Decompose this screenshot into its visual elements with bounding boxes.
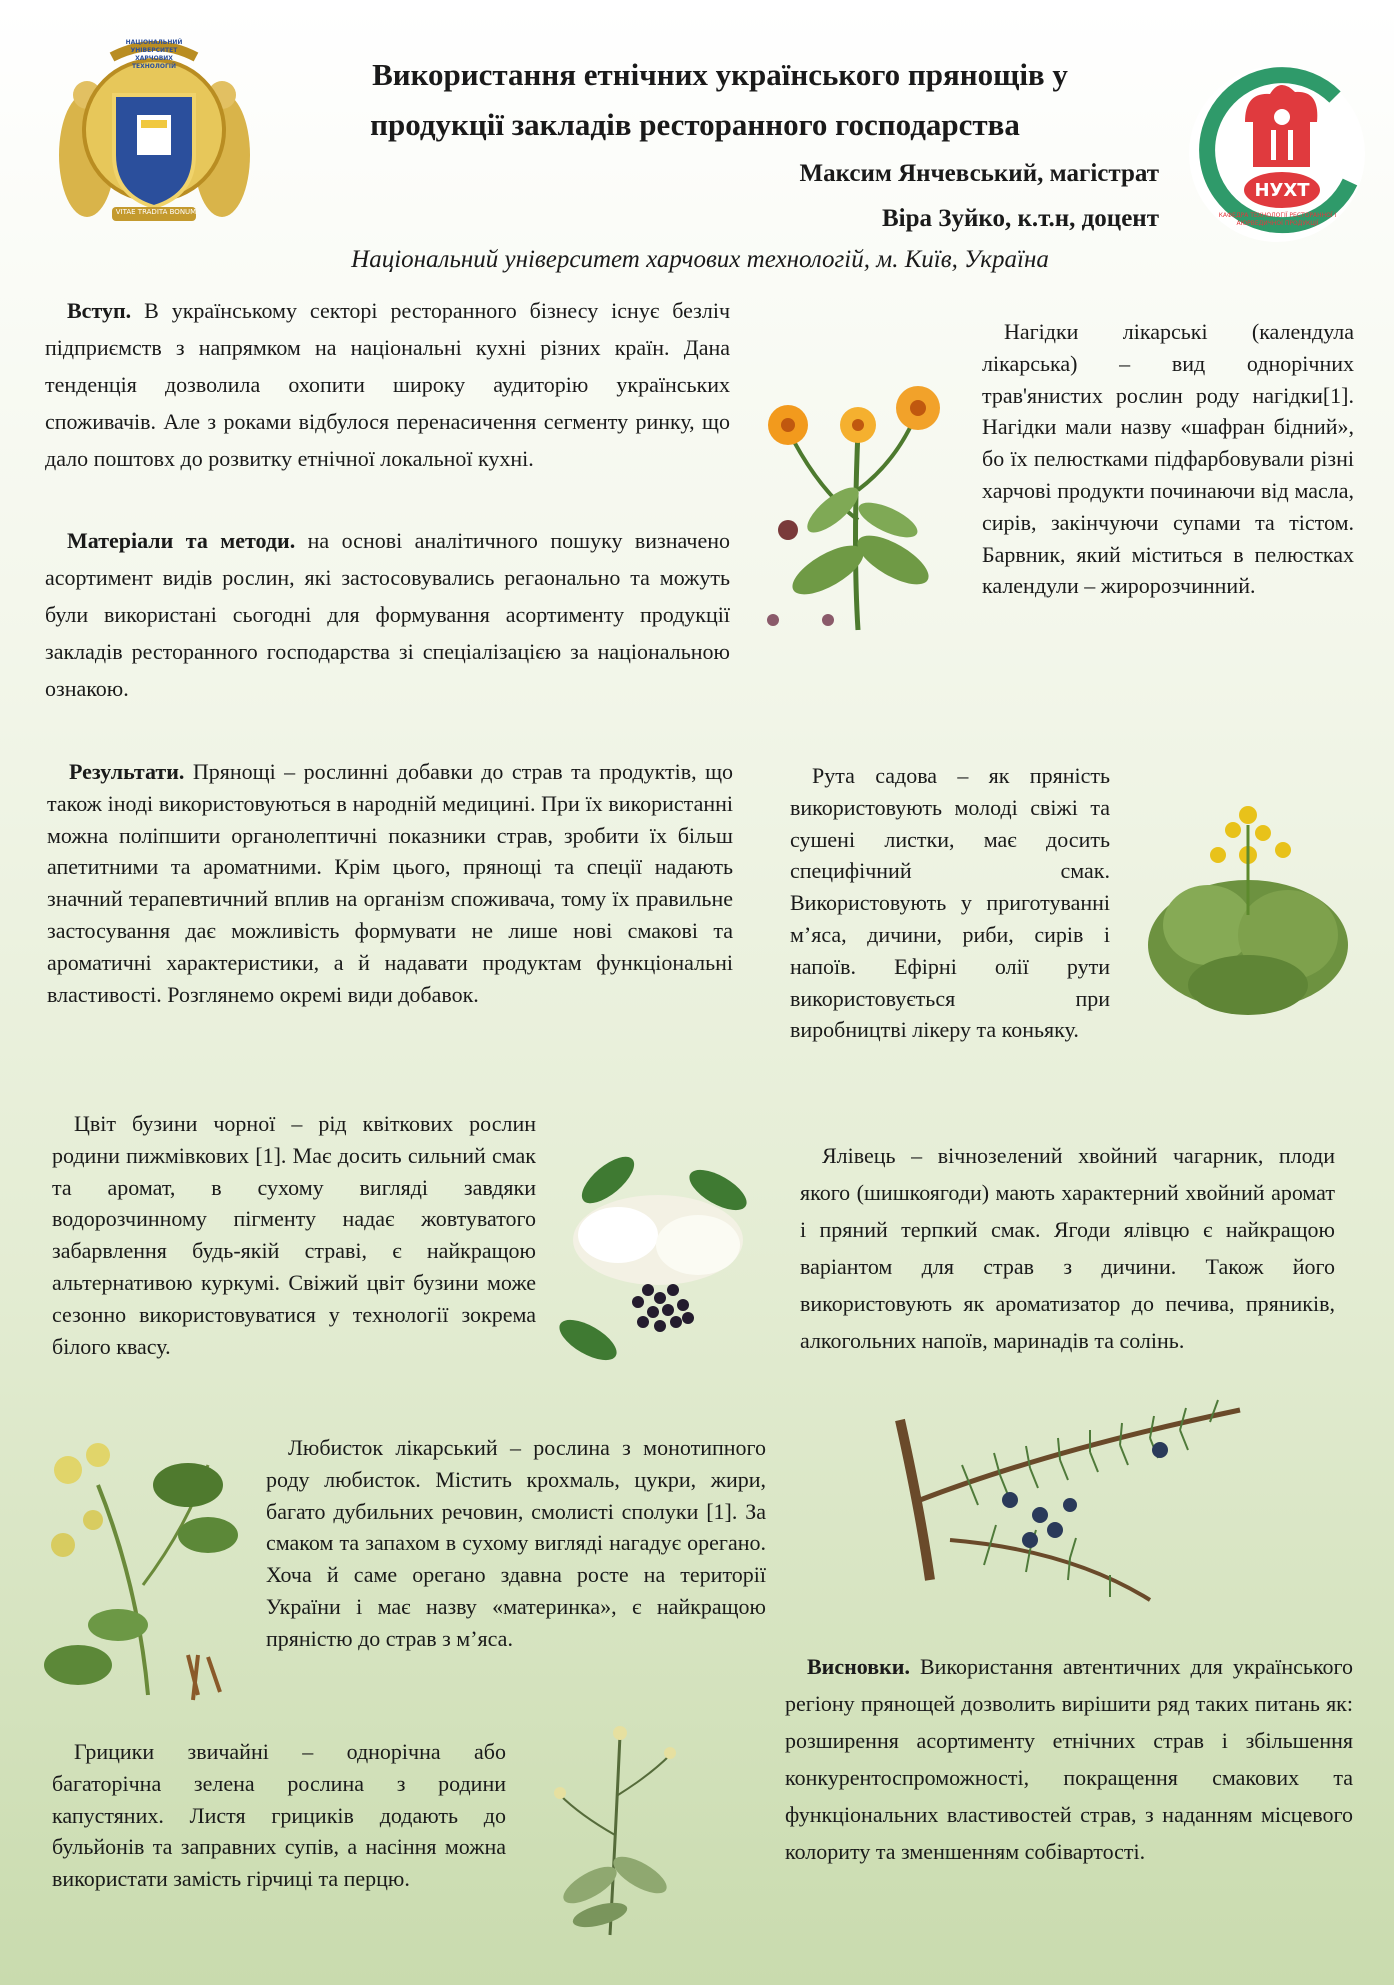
- conclusions-text: Використання автентичних для українського регіону прянощей дозволить вирішити ряд таких питань як: розширення асортименту етнічних страв і збільшення конкурентоспроможності, покращення смакових та функціональних властивостей страв, з наданням місцевого колориту та зменшенням собівартості.: [785, 1654, 1353, 1864]
- intro-section: [45, 292, 730, 477]
- methods-heading: Матеріали та методи.: [67, 528, 296, 553]
- rue-illustration: [1138, 795, 1358, 1025]
- juniper-text: Ялівець – вічнозелений хвойний чагарник, плоди якого (шишкоягоди) мають характерний хвойний аромат і пряний терпкий смак. Ягоди ялівцю є найкращою варіантом для страв з дичини. Також його використовують як ароматизатор до печива, пряників, алкогольних напоїв, маринадів та солінь.: [800, 1143, 1335, 1353]
- barbarea-illustration: [530, 1715, 705, 1945]
- conclusions-heading: Висновки.: [807, 1654, 910, 1679]
- poster-title: [290, 50, 1150, 150]
- calendula-plant-icon: [758, 370, 958, 640]
- calendula-illustration: [758, 370, 958, 640]
- author-1: Максим Янчевський, магістрат: [799, 160, 1159, 187]
- title-line-1: Використання етнічних українського прянощів у: [372, 57, 1068, 92]
- elder-illustration: [548, 1140, 768, 1380]
- calendula-text: Нагідки лікарські (календула лікарська) – вид однорічних трав'янистих рослин роду нагідки[1]. Нагідки мали назву «шафран бідний», бо їх пелюстками підфарбовували різні харчові продукти починаючи від масла, сирів, закінчуючи супами та тістом. Барвник, який міститься в пелюстках календули – жиророзчинний.: [982, 319, 1354, 599]
- rue-text: Рута садова – як пряність використовують молоді свіжі та сушені листки, має досить специфічний смак. Використовують у приготуванні м’яса, дичини, риби, сирів і напоїв. Ефірні олії рути використовується при виробництві лікеру та коньяку.: [790, 763, 1110, 1043]
- results-section: [47, 756, 733, 1010]
- results-text: Прянощі – рослинні добавки до страв та продуктів, що також іноді використовуються в народній медицині. При їх використанні можна поліпшити органолептичні показники страв, зробити їх більш апетитними та ароматними. Крім цього, прянощі та спеції надають значний терапевтичний вплив на організм споживача, тому їх правильне застосування дає можливість формувати не лише нові смакові та ароматичні характеристики, а й надавати продуктам функціональні властивості. Розглянемо окремі види добавок.: [47, 759, 734, 1007]
- intro-text: В українському секторі ресторанного бізнесу існує безліч підприємств з напрямком на національні кухні різних країн. Дана тенденція дозволила охопити широку аудиторію українських споживачів. Але з роками відбулося перенасичення сегменту ринку, що дало поштовх до розвитку етнічної локальної кухні.: [45, 298, 731, 471]
- elder-plant-icon: [548, 1140, 768, 1380]
- barbarea-plant-icon: [530, 1715, 705, 1945]
- nuht-abbr: НУХТ: [1254, 180, 1310, 201]
- author-2: Віра Зуйко, к.т.н, доцент: [882, 205, 1159, 232]
- juniper-illustration: [890, 1390, 1290, 1620]
- lovage-text: Любисток лікарський – рослина з монотипного роду любисток. Містить крохмаль, цукри, жири, багато дубильних речовин, смолисті сполуки [1]. За смаком та запахом в сухому вигляді нагадує орегано. Хоча й саме орегано здавна росте на території України і має назву «материнка», є найкращою прянiстю до страв з м’яса.: [266, 1435, 766, 1651]
- intro-heading: Вступ.: [67, 298, 132, 323]
- results-heading: Результати.: [69, 759, 185, 784]
- crest-ring-text: НАЦІОНАЛЬНИЙ УНІВЕРСИТЕТ ХАРЧОВИХ ТЕХНОЛОГІЙ: [125, 39, 183, 70]
- lovage-illustration: [38, 1425, 243, 1705]
- methods-text: на основі аналітичного пошуку визначено асортимент видів рослин, які застосовувались регаонально та можуть були використані сьогодні для формування асортименту продукції закладів ресторанного господарства зі спеціалізацією за національною ознакою.: [45, 528, 731, 701]
- juniper-branch-icon: [890, 1390, 1290, 1620]
- conclusions-section: [785, 1648, 1353, 1870]
- elder-text: Цвіт бузини чорної – рід квіткових рослин родини пижмівкових [1]. Має досить сильний смак та аромат, в сухому вигляді завдяки водорозчинному пігменту надає жовтуватого забарвлення будь-якій страві, є найкращою альтернативою куркумі. Свіжий цвіт бузини може сезонно використовуватися у технології зокрема білого квасу.: [52, 1111, 536, 1359]
- affiliation: Національний університет харчових технологій, м. Київ, Україна: [351, 246, 1049, 273]
- left-university-logo: [42, 35, 267, 235]
- right-department-logo: [1185, 62, 1370, 247]
- lovage-plant-icon: [38, 1425, 243, 1705]
- barbarea-text: Грицики звичайні – однорічна або багаторічна зелена рослина з родини капустяних. Листя грициків додають до бульйонів та заправних супів, а насіння можна використати замість гірчиці та перцю.: [52, 1739, 506, 1892]
- methods-section: [45, 522, 730, 707]
- nuht-ring-text: КАФЕДРА ТЕХНОЛОГІЇ РЕСТОРАННОЇ І АЮРВЕДИЧНОЇ ПРОДУКЦІЇ: [1218, 212, 1337, 227]
- crest-motto: VITAE TRADITA BONUM: [115, 208, 197, 216]
- rue-plant-icon: [1138, 795, 1358, 1025]
- title-line-2: продукції закладів ресторанного господарства: [370, 107, 1020, 142]
